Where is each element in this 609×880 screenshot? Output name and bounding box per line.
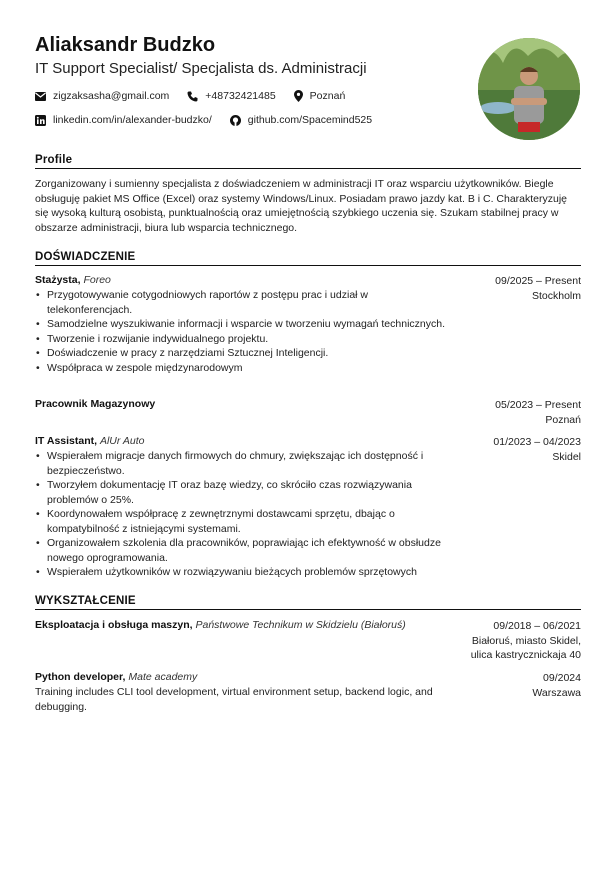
resume-page	[35, 0, 581, 880]
list-item: • Wspierałem migracje danych firmowych do chmury, zwiększając ich dostępność i bezpieczeństwo.	[35, 449, 445, 478]
linkedin-contact[interactable]	[35, 114, 212, 126]
edu-1-meta	[471, 619, 581, 663]
job-3-title	[35, 435, 145, 447]
experience-heading: DOŚWIADCZENIE	[35, 251, 581, 266]
job-2-place: Poznań	[545, 413, 581, 426]
list-item: • Samodzielne wyszukiwanie informacji i wsparcie w tworzeniu wymagań technicznych.	[35, 317, 445, 332]
job-2-title	[35, 398, 155, 410]
edu-2-meta	[532, 671, 581, 700]
contact-row-2	[35, 114, 390, 126]
edu-1-title	[35, 619, 406, 631]
list-item: • Koordynowałem współpracę z zewnętrznymi dostawcami sprzętu, dbając o kompatybilność z istniejącymi systemami.	[35, 507, 445, 536]
edu-2-place: Warszawa	[532, 686, 581, 699]
profile-text: Zorganizowany i sumienny specjalista z doświadczeniem w administracji IT oraz wsparciu użytkowników. Biegle obsługuję pakiet MS Office (Excel) oraz systemy Windows/Linux. Posiadam prawo jazdy kat. B i C. Charakteryzuję się wysoką kulturą osobistą, punktualnością oraz umiejętnością szybkiego uczenia się. Szukam stabilnej pracy w obszarze administracji, biura lub wsparcia technicznego.	[35, 178, 568, 234]
job-2-dates: 05/2023 – Present	[495, 399, 581, 411]
edu-1-dates: 09/2018 – 06/2021	[493, 620, 581, 632]
edu-1-place-line1: Białoruś, miasto Skidel,	[471, 634, 581, 647]
linkedin-icon	[35, 115, 46, 126]
edu-2-field: Python developer,	[35, 671, 126, 683]
github-icon	[230, 115, 241, 126]
job-1-role: Stażysta,	[35, 274, 81, 286]
list-item: • Doświadczenie w pracy z narzędziami Sztucznej Inteligencji.	[35, 346, 445, 361]
candidate-name: Aliaksandr Budzko	[35, 34, 216, 56]
profile-heading: Profile	[35, 154, 581, 169]
github-contact[interactable]	[230, 114, 372, 126]
job-1-company: Foreo	[83, 274, 111, 286]
phone-contact[interactable]	[187, 90, 275, 102]
education-heading: WYKSZTAŁCENIE	[35, 595, 581, 610]
edu-2-title	[35, 671, 197, 683]
job-1-meta	[495, 274, 581, 303]
edu-2-description: Training includes CLI tool development, virtual environment setup, backend logic, and debugging.	[35, 686, 433, 713]
job-2-meta	[495, 398, 581, 427]
edu-2-school: Mate academy	[128, 671, 198, 683]
job-3-meta	[493, 435, 581, 464]
edu-1-school: Państwowe Technikum w Skidzielu (Białoruś)	[195, 619, 406, 631]
list-item: • Organizowałem szkolenia dla pracowników, poprawiając ich efektywność w obsłudze nowego oprogramowania.	[35, 536, 445, 565]
job-3-role: IT Assistant,	[35, 435, 98, 447]
list-item: • Tworzyłem dokumentację IT oraz bazę wiedzy, co skróciło czas rozwiązywania problemów o 25%.	[35, 478, 445, 507]
job-1-bullets	[35, 288, 445, 375]
edu-1-field: Eksploatacja i obsługa maszyn,	[35, 619, 193, 631]
job-3-dates: 01/2023 – 04/2023	[493, 436, 581, 448]
list-item: • Przygotowywanie cotygodniowych raportów z postępu prac i udział w telekonferencjach.	[35, 288, 445, 317]
phone-text: +48732421485	[205, 90, 276, 102]
job-1-dates: 09/2025 – Present	[495, 275, 581, 287]
github-text: github.com/Spacemind525	[247, 114, 373, 126]
list-item: • Wspierałem użytkowników w rozwiązywaniu bieżących problemów sprzętowych	[35, 565, 445, 580]
phone-icon	[187, 91, 198, 102]
job-3-place: Skidel	[552, 450, 581, 463]
job-1-title	[35, 274, 111, 286]
envelope-icon	[35, 92, 46, 101]
email-contact[interactable]	[35, 90, 169, 102]
email-text: zigzaksasha@gmail.com	[53, 90, 170, 102]
edu-1-place-line2: ulica kastrycznickaja 40	[470, 649, 581, 661]
linkedin-text: linkedin.com/in/alexander-budzko/	[53, 114, 212, 126]
job-2-role: Pracownik Magazynowy	[35, 398, 156, 410]
candidate-title: IT Support Specialist/ Specjalista ds. Administracji	[35, 60, 367, 77]
job-3-bullets	[35, 449, 445, 580]
location-text: Poznań	[309, 90, 346, 102]
job-3-company: AlUr Auto	[99, 435, 145, 447]
edu-2-dates: 09/2024	[543, 672, 581, 684]
map-pin-icon	[294, 90, 303, 102]
list-item: • Współpraca w zespole międzynarodowym	[35, 361, 445, 376]
location-contact	[294, 90, 346, 102]
job-1-place: Stockholm	[531, 289, 581, 302]
profile-photo	[478, 38, 580, 140]
list-item: • Tworzenie i rozwijanie indywidualnego projektu.	[35, 332, 445, 347]
contact-row-1	[35, 90, 363, 102]
